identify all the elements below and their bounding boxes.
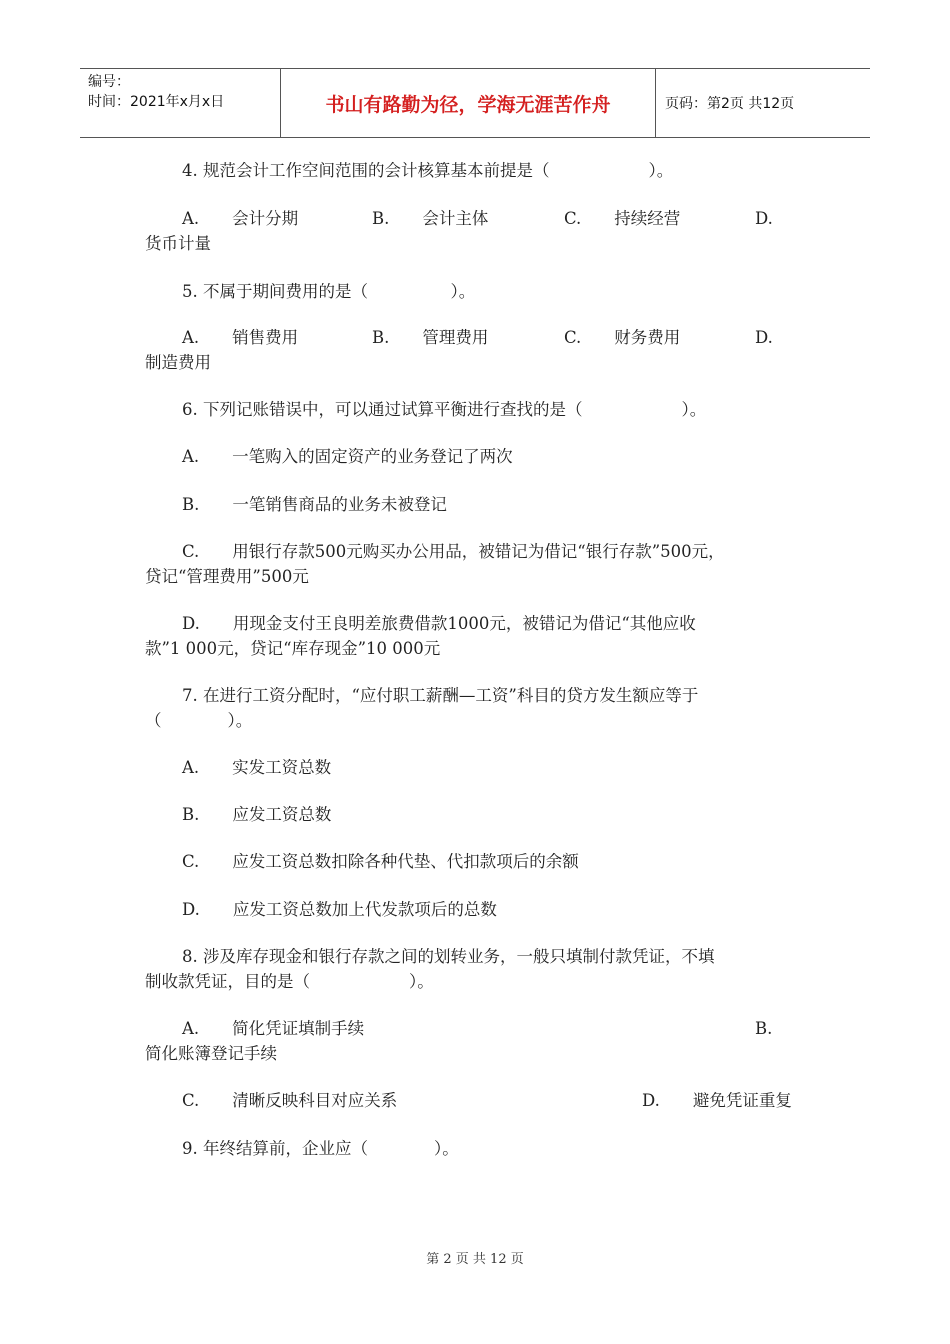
question-4-stem: 4. 规范会计工作空间范围的会计核算基本前提是（ ）。: [182, 161, 674, 180]
question-6-option-d-line2: 款”1 000元，贷记“库存现金”10 000元: [145, 639, 441, 658]
question-8-stem-line2: 制收款凭证，目的是（ ）。: [145, 972, 434, 991]
question-6-stem: 6. 下列记账错误中，可以通过试算平衡进行查找的是（ ）。: [182, 400, 707, 419]
question-8-option-d: D. 避免凭证重复: [642, 1091, 792, 1110]
question-6-option-d-line1: D. 用现金支付王良明差旅费借款1000元，被错记为借记“其他应收: [182, 614, 696, 633]
question-8-option-b-text: 简化账簿登记手续: [145, 1044, 277, 1063]
question-7-stem-line1: 7. 在进行工资分配时，“应付职工薪酬—工资”科目的贷方发生额应等于: [182, 686, 699, 705]
question-7-option-d: D. 应发工资总数加上代发款项后的总数: [182, 900, 497, 919]
question-4-option-b: B. 会计主体: [372, 209, 489, 228]
question-5-option-a: A. 销售费用: [182, 328, 299, 347]
question-4-option-d-text: 货币计量: [145, 234, 211, 253]
question-6-option-a: A. 一笔购入的固定资产的业务登记了两次: [182, 447, 513, 466]
question-6-option-b: B. 一笔销售商品的业务未被登记: [182, 495, 447, 514]
question-7-option-a: A. 实发工资总数: [182, 758, 332, 777]
page-header: [80, 68, 870, 138]
question-5-option-b: B. 管理费用: [372, 328, 489, 347]
question-9-stem: 9. 年终结算前，企业应（ ）。: [182, 1139, 459, 1158]
question-6-option-c-line2: 贷记“管理费用”500元: [145, 567, 309, 586]
document-date-label: 时间：2021年x月x日: [88, 94, 225, 110]
question-4-option-c: C. 持续经营: [564, 209, 681, 228]
question-8-option-b-letter: B.: [755, 1019, 773, 1038]
question-4-option-a: A. 会计分期: [182, 209, 299, 228]
question-8-option-c: C. 清晰反映科目对应关系: [182, 1091, 398, 1110]
page-footer: 第 2 页 共 12 页: [426, 1252, 524, 1267]
header-page-info: 页码：第2页 共12页: [665, 96, 795, 112]
question-5-stem: 5. 不属于期间费用的是（ ）。: [182, 282, 476, 301]
question-8-option-a: A. 简化凭证填制手续: [182, 1019, 365, 1038]
question-7-stem-line2: （ ）。: [145, 711, 253, 730]
question-5-option-c: C. 财务费用: [564, 328, 681, 347]
question-6-option-c-line1: C. 用银行存款500元购买办公用品，被错记为借记“银行存款”500元，: [182, 542, 725, 561]
question-5-option-d-letter: D.: [755, 328, 773, 347]
question-7-option-c: C. 应发工资总数扣除各种代垫、代扣款项后的余额: [182, 852, 579, 871]
header-motto: 书山有路勤为径，学海无涯苦作舟: [280, 69, 656, 137]
question-5-option-d-text: 制造费用: [145, 353, 211, 372]
header-meta: [80, 69, 280, 137]
question-8-stem-line1: 8. 涉及库存现金和银行存款之间的划转业务，一般只填制付款凭证，不填: [182, 947, 715, 966]
document-number-label: 编号：: [88, 74, 130, 90]
question-4-option-d-letter: D.: [755, 209, 773, 228]
question-7-option-b: B. 应发工资总数: [182, 805, 332, 824]
